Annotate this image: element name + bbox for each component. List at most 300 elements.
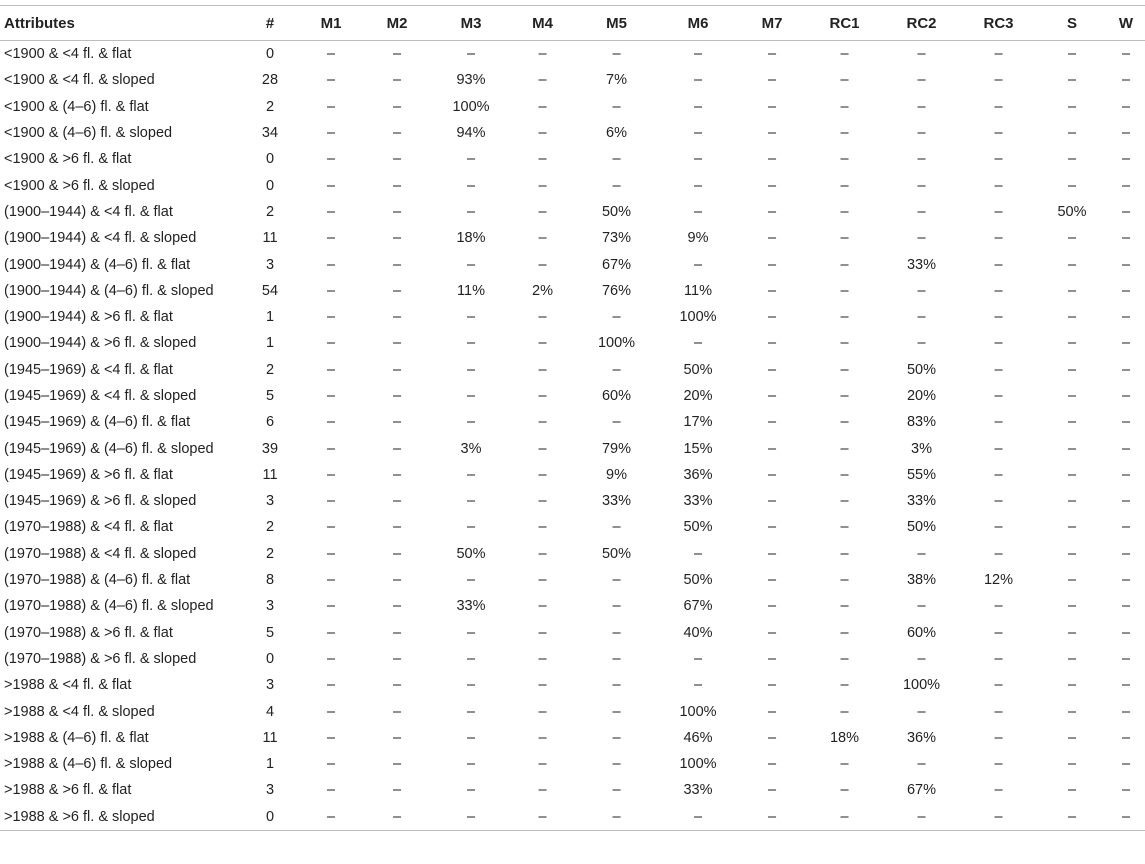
table-cell: – — [1037, 804, 1107, 831]
table-cell: – — [994, 650, 1003, 667]
table-cell: – — [538, 493, 547, 510]
table-cell: – — [326, 309, 336, 326]
table-cell: – — [693, 650, 703, 667]
table-row — [0, 67, 1145, 93]
table-cell: – — [767, 677, 777, 694]
table-cell: – — [994, 46, 1003, 63]
table-row — [0, 462, 1145, 488]
table-cell: – — [994, 519, 1003, 536]
table-cell: 28 — [261, 72, 279, 89]
row-attribute-cell: <1900 & <4 fl. & flat — [4, 46, 132, 63]
table-cell: 46% — [683, 729, 713, 746]
table-cell: – — [917, 335, 926, 352]
table-cell: – — [767, 466, 777, 483]
table-cell: – — [392, 309, 402, 326]
table-cell: – — [392, 598, 402, 615]
table-row — [0, 620, 1145, 646]
table-cell: – — [840, 703, 849, 720]
table-cell: – — [612, 650, 621, 667]
table-cell: – — [767, 624, 777, 641]
table-cell: 2 — [265, 519, 275, 536]
column-header: # — [240, 6, 300, 41]
table-cell: – — [840, 519, 849, 536]
table-cell: – — [1121, 519, 1131, 536]
table-cell: – — [538, 414, 547, 431]
table-row — [0, 120, 1145, 146]
table-cell: – — [466, 177, 476, 194]
table-cell: – — [538, 388, 547, 404]
table-cell: – — [326, 466, 336, 483]
table-cell: – — [392, 203, 402, 220]
table-cell: – — [767, 650, 777, 667]
table-cell: – — [538, 650, 547, 667]
table-row — [0, 672, 1145, 698]
table-cell: – — [994, 151, 1003, 168]
table-cell: – — [840, 388, 849, 404]
table-row — [0, 146, 1145, 172]
table-cell: 50% — [683, 519, 713, 536]
table-cell: 3 — [265, 782, 275, 799]
table-cell: – — [466, 414, 476, 431]
row-attribute-cell: <1900 & >6 fl. & flat — [4, 151, 132, 168]
table-cell: 8 — [265, 572, 275, 589]
column-header: M3 — [432, 6, 510, 41]
table-cell: 33% — [683, 493, 713, 510]
table-cell: – — [1067, 309, 1077, 326]
table-row — [0, 304, 1145, 330]
column-header: RC2 — [883, 6, 960, 41]
table-cell: – — [840, 203, 849, 220]
table-cell: – — [767, 46, 777, 63]
table-cell: – — [693, 203, 703, 220]
table-cell: – — [392, 466, 402, 483]
row-attribute-cell: (1970–1988) & (4–6) fl. & sloped — [4, 598, 214, 615]
table-cell: – — [612, 98, 621, 115]
table-cell: – — [392, 72, 402, 89]
table-cell: 2 — [265, 545, 275, 562]
table-cell: 67% — [906, 782, 937, 799]
row-attribute-cell: (1945–1969) & (4–6) fl. & flat — [4, 414, 191, 431]
table-row — [0, 383, 1145, 409]
table-cell: – — [1067, 782, 1077, 799]
table-cell: – — [1067, 177, 1077, 194]
column-header: M2 — [362, 6, 432, 41]
row-attribute-cell: (1900–1944) & <4 fl. & sloped — [4, 230, 197, 247]
table-cell: – — [326, 703, 336, 720]
row-attribute-cell: (1900–1944) & >6 fl. & sloped — [4, 335, 197, 352]
table-cell: 36% — [906, 729, 937, 746]
row-attribute-cell: <1900 & <4 fl. & sloped — [4, 72, 155, 89]
table-row — [0, 357, 1145, 383]
table-row — [0, 41, 1145, 68]
table-cell: – — [538, 72, 547, 89]
table-cell: – — [466, 519, 476, 536]
table-cell: – — [326, 151, 336, 168]
table-cell: 11 — [262, 466, 278, 483]
column-header: Attributes — [0, 6, 240, 41]
table-row — [0, 251, 1145, 277]
table-row — [0, 646, 1145, 672]
table-cell: – — [994, 756, 1003, 773]
table-cell: 39 — [261, 440, 279, 457]
table-cell: – — [767, 72, 777, 89]
table-cell: – — [1121, 677, 1131, 694]
row-attribute-cell: (1970–1988) & <4 fl. & flat — [4, 519, 173, 536]
row-attribute-cell: (1970–1988) & >6 fl. & flat — [4, 624, 173, 641]
table-cell: – — [994, 309, 1003, 326]
table-cell: 50% — [601, 203, 632, 220]
table-cell: – — [1121, 572, 1131, 589]
table-row — [0, 199, 1145, 225]
table-cell: – — [538, 677, 547, 694]
table-cell: – — [840, 677, 849, 694]
table-cell: – — [538, 624, 547, 641]
table-cell: – — [767, 361, 777, 378]
table-cell: – — [326, 335, 336, 352]
table-cell: – — [693, 545, 703, 562]
table-cell: – — [392, 729, 402, 746]
table-cell: 50% — [1057, 203, 1087, 220]
table-row — [0, 278, 1145, 304]
row-attribute-cell: <1900 & (4–6) fl. & sloped — [4, 125, 173, 142]
table-cell: – — [392, 414, 402, 431]
table-cell: – — [326, 125, 336, 142]
table-cell: – — [392, 256, 402, 273]
table-cell: – — [994, 335, 1003, 352]
table-cell: – — [326, 545, 336, 562]
table-cell: – — [960, 804, 1037, 831]
table-cell: 60% — [906, 624, 937, 641]
table-cell: – — [392, 361, 402, 378]
table-cell: – — [840, 72, 849, 89]
table-cell: – — [1121, 256, 1131, 273]
table-cell: 1 — [265, 309, 275, 326]
table-cell: – — [840, 309, 849, 326]
table-cell: – — [1067, 466, 1077, 483]
column-header: RC3 — [960, 6, 1037, 41]
table-body — [0, 41, 1145, 831]
table-cell: – — [994, 177, 1003, 194]
table-cell: – — [840, 361, 849, 378]
table-cell: – — [1067, 388, 1077, 404]
table-cell: – — [392, 545, 402, 562]
table-cell: – — [392, 782, 402, 799]
table-cell: 3 — [265, 256, 275, 273]
table-cell: – — [917, 703, 926, 720]
table-cell: 100% — [452, 98, 490, 115]
table-row — [0, 488, 1145, 514]
table-cell: – — [1121, 782, 1131, 799]
table-cell: – — [326, 677, 336, 694]
table-cell: – — [840, 230, 849, 247]
table-cell: – — [1121, 493, 1131, 510]
table-cell: – — [840, 545, 849, 562]
table-cell: 1 — [265, 335, 275, 352]
table-cell: – — [994, 72, 1003, 89]
table-cell: 60% — [601, 388, 632, 404]
table-cell: – — [612, 519, 621, 536]
table-cell: – — [840, 414, 849, 431]
table-cell: – — [466, 756, 476, 773]
table-cell: – — [994, 624, 1003, 641]
table-cell: – — [392, 493, 402, 510]
table-row — [0, 435, 1145, 461]
table-cell: – — [392, 624, 402, 641]
table-cell: 5 — [265, 388, 275, 404]
table-cell: 0 — [265, 650, 275, 667]
row-attribute-cell: <1900 & >6 fl. & sloped — [4, 177, 155, 194]
column-header: M4 — [510, 6, 575, 41]
table-cell: 0 — [265, 177, 275, 194]
table-cell: – — [466, 46, 476, 63]
table-cell: – — [466, 388, 476, 404]
table-cell: – — [538, 519, 547, 536]
table-cell: – — [1067, 650, 1077, 667]
table-cell: – — [917, 151, 926, 168]
table-cell: – — [326, 46, 336, 63]
table-cell: – — [840, 624, 849, 641]
row-attribute-cell: >1988 & <4 fl. & flat — [4, 677, 132, 694]
table-cell: 3% — [911, 440, 932, 457]
table-cell: – — [917, 125, 926, 142]
table-cell: – — [1067, 335, 1077, 352]
table-row — [0, 172, 1145, 198]
table-cell: – — [1121, 151, 1131, 168]
table-cell: – — [326, 729, 336, 746]
column-header: M5 — [575, 6, 658, 41]
table-row — [0, 777, 1145, 803]
table-cell: – — [994, 703, 1003, 720]
table-cell: – — [392, 650, 402, 667]
table-cell: 2% — [532, 282, 553, 299]
table-cell: 3% — [460, 440, 482, 457]
table-cell: – — [538, 598, 547, 615]
row-attribute-cell: (1945–1969) & <4 fl. & sloped — [4, 388, 197, 404]
table-cell: 11% — [457, 282, 485, 299]
table-cell: – — [693, 72, 703, 89]
table-cell: 6 — [265, 414, 275, 431]
table-cell: 33% — [456, 598, 486, 615]
table-cell: – — [1121, 388, 1131, 404]
table-cell: – — [1121, 282, 1131, 299]
table-cell: – — [1067, 572, 1077, 589]
table-cell: 1 — [265, 756, 275, 773]
table-row — [0, 567, 1145, 593]
table-cell: – — [538, 782, 547, 799]
table-cell: – — [612, 703, 621, 720]
table-cell: 67% — [683, 598, 713, 615]
table-cell: – — [612, 151, 621, 168]
row-attribute-cell: <1900 & (4–6) fl. & flat — [4, 98, 149, 115]
table-cell: – — [1067, 256, 1077, 273]
row-attribute-cell: (1945–1969) & >6 fl. & sloped — [4, 493, 197, 510]
table-cell: – — [538, 203, 547, 220]
table-cell: – — [767, 230, 777, 247]
table-cell: – — [612, 756, 621, 773]
table-cell: – — [693, 177, 703, 194]
table-cell: – — [466, 624, 476, 641]
table-cell: – — [326, 493, 336, 510]
table-cell: – — [994, 545, 1003, 562]
table-cell: – — [1121, 125, 1131, 142]
table-cell: – — [392, 677, 402, 694]
table-cell: – — [466, 703, 476, 720]
table-cell: 79% — [601, 440, 632, 457]
table-cell: – — [917, 98, 926, 115]
table-cell: – — [994, 414, 1003, 431]
table-cell: – — [1067, 46, 1077, 63]
table-cell: 33% — [601, 493, 632, 510]
table-cell: – — [883, 804, 960, 831]
table-row — [0, 94, 1145, 120]
table-cell: – — [840, 466, 849, 483]
table-cell: 6% — [606, 125, 627, 142]
table-cell: 0 — [265, 151, 275, 168]
table-cell: – — [994, 598, 1003, 615]
column-header: M7 — [738, 6, 806, 41]
table-cell: – — [767, 282, 777, 299]
table-cell: 50% — [906, 519, 937, 536]
table-cell: 73% — [601, 230, 632, 247]
table-row — [0, 751, 1145, 777]
table-cell: – — [1121, 72, 1131, 89]
row-attribute-cell: >1988 & (4–6) fl. & flat — [4, 729, 149, 746]
table-cell: 9% — [687, 230, 709, 247]
table-row — [0, 698, 1145, 724]
table-cell: – — [917, 282, 926, 299]
table-cell: – — [1067, 493, 1077, 510]
table-cell: – — [693, 335, 703, 352]
table-cell: – — [840, 46, 849, 63]
table-cell: – — [466, 466, 476, 483]
table-cell: – — [840, 440, 849, 457]
table-cell: – — [612, 729, 621, 746]
table-cell: – — [1067, 230, 1077, 247]
table-cell: 0 — [265, 46, 275, 63]
table-cell: – — [466, 493, 476, 510]
table-cell: – — [326, 72, 336, 89]
table-cell: – — [840, 125, 849, 142]
table-cell: – — [1067, 72, 1077, 89]
table-cell: – — [840, 598, 849, 615]
table-cell: – — [1067, 729, 1077, 746]
table-cell: – — [466, 729, 476, 746]
row-attribute-cell: (1970–1988) & (4–6) fl. & flat — [4, 572, 191, 589]
table-cell: – — [917, 203, 926, 220]
table-row — [0, 330, 1145, 356]
table-cell: – — [466, 677, 476, 694]
table-cell: – — [612, 309, 621, 326]
table-cell: – — [840, 782, 849, 799]
table-cell: – — [994, 782, 1003, 799]
table-cell: – — [466, 151, 476, 168]
table-cell: – — [392, 756, 402, 773]
table-cell: – — [1121, 335, 1131, 352]
row-attribute-cell: >1988 & >6 fl. & sloped — [0, 804, 240, 831]
table-cell: – — [1121, 361, 1131, 378]
table-cell: – — [326, 203, 336, 220]
table-cell: – — [1067, 361, 1077, 378]
table-cell: 11 — [262, 729, 278, 746]
table-cell: 50% — [683, 361, 713, 378]
table-cell: – — [326, 440, 336, 457]
table-cell: 4 — [265, 703, 275, 720]
table-cell: – — [612, 677, 621, 694]
table-row — [0, 593, 1145, 619]
table-cell: – — [612, 598, 621, 615]
table-cell: – — [326, 361, 336, 378]
table-cell: – — [693, 46, 703, 63]
table-cell: – — [767, 756, 777, 773]
table-cell: – — [840, 282, 849, 299]
table-cell: – — [767, 493, 777, 510]
table-row — [0, 514, 1145, 540]
row-attribute-cell: (1900–1944) & <4 fl. & flat — [4, 203, 173, 220]
table-cell: – — [392, 177, 402, 194]
table-cell: – — [693, 125, 703, 142]
table-cell: – — [917, 309, 926, 326]
table-cell: 5 — [265, 624, 275, 641]
table-cell: – — [612, 624, 621, 641]
table-cell: – — [994, 282, 1003, 299]
table-cell: – — [1067, 598, 1077, 615]
table-cell: 50% — [456, 545, 486, 562]
table-cell: – — [917, 650, 926, 667]
column-header: W — [1107, 6, 1145, 41]
table-cell: 55% — [906, 466, 937, 483]
table-cell: – — [392, 230, 402, 247]
table-cell: – — [538, 729, 547, 746]
table-cell: – — [840, 256, 849, 273]
table-cell: – — [392, 572, 402, 589]
table-cell: – — [466, 203, 476, 220]
row-attribute-cell: (1945–1969) & <4 fl. & flat — [4, 361, 173, 378]
table-cell: 11 — [262, 230, 278, 247]
table-cell: – — [1067, 414, 1077, 431]
table-cell: – — [840, 572, 849, 589]
table-cell: – — [392, 440, 402, 457]
row-attribute-cell: >1988 & (4–6) fl. & sloped — [4, 756, 173, 773]
table-cell: – — [840, 98, 849, 115]
table-cell: 76% — [601, 282, 632, 299]
table-cell: 100% — [902, 677, 941, 694]
table-cell: – — [612, 46, 621, 63]
table-cell: 100% — [597, 335, 636, 352]
table-cell: – — [466, 309, 476, 326]
table-cell: – — [693, 98, 703, 115]
table-cell: – — [538, 177, 547, 194]
table-cell: 83% — [906, 414, 937, 431]
table-cell: – — [300, 804, 362, 831]
table-cell: – — [1067, 125, 1077, 142]
table-row — [0, 804, 1145, 831]
table-cell: – — [326, 519, 336, 536]
table-cell: – — [392, 335, 402, 352]
table-header — [0, 6, 1145, 41]
table-cell: – — [326, 598, 336, 615]
table-cell: – — [326, 756, 336, 773]
row-attribute-cell: >1988 & >6 fl. & flat — [4, 782, 132, 799]
table-cell: – — [538, 440, 547, 457]
table-row — [0, 725, 1145, 751]
table-cell: – — [917, 598, 926, 615]
table-cell: – — [392, 388, 402, 404]
table-cell: – — [466, 650, 476, 667]
row-attribute-cell: (1945–1969) & (4–6) fl. & sloped — [4, 440, 214, 457]
table-cell: – — [1107, 804, 1145, 831]
table-cell: 36% — [683, 466, 713, 483]
table-cell: – — [1121, 703, 1131, 720]
